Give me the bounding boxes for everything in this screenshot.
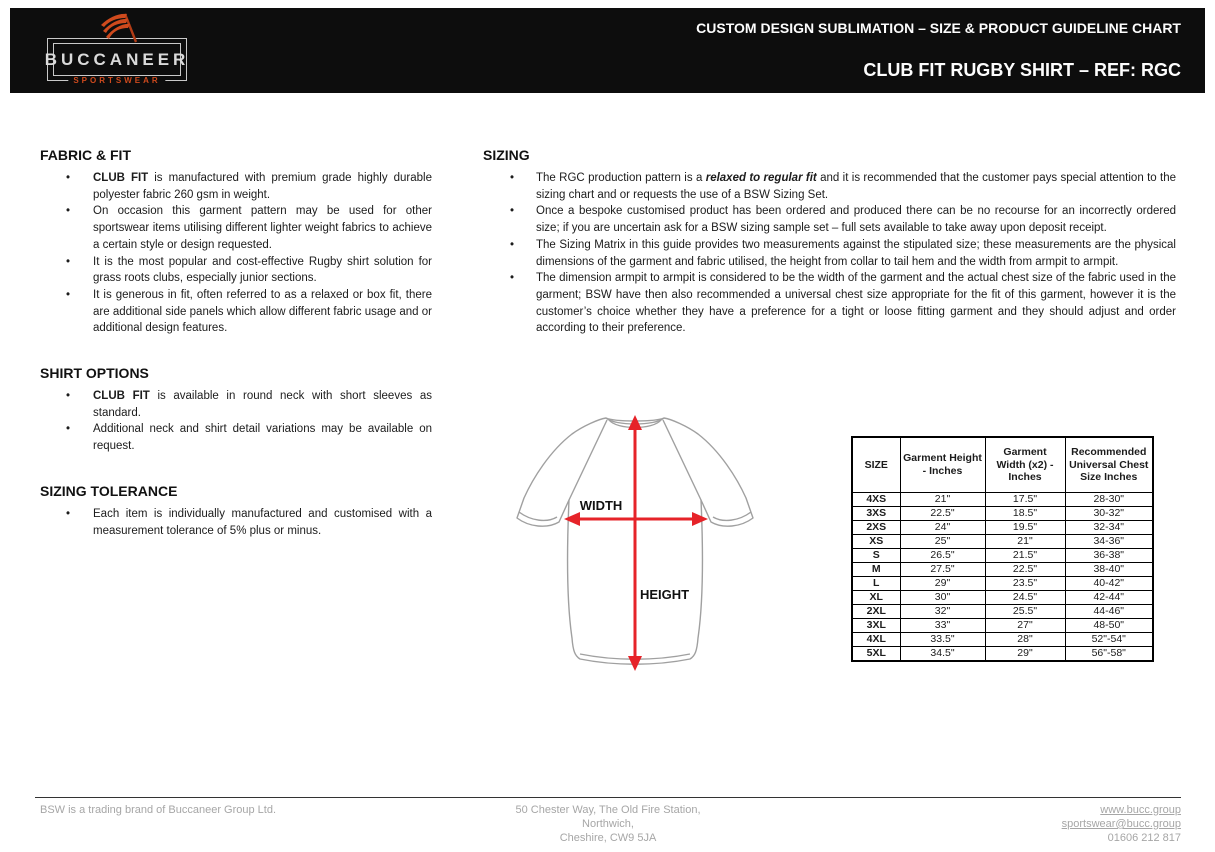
footer-brand-note: BSW is a trading brand of Buccaneer Group Ltd.	[40, 804, 277, 816]
table-cell: XS	[852, 534, 900, 548]
size-table-body	[852, 492, 1153, 661]
table-cell: 40-42"	[1065, 576, 1153, 590]
table-cell: 17.5"	[985, 492, 1065, 506]
table-cell: 32-34"	[1065, 520, 1153, 534]
table-cell: 25"	[900, 534, 985, 548]
table-cell: 24"	[900, 520, 985, 534]
table-cell: 24.5"	[985, 590, 1065, 604]
shirt-options-bullets	[40, 388, 432, 455]
table-row	[852, 520, 1153, 534]
section-heading-shirt-options: SHIRT OPTIONS	[40, 365, 149, 382]
website-link[interactable]: www.bucc.group	[1100, 804, 1182, 816]
col-header-size: SIZE	[852, 437, 900, 492]
table-row	[852, 618, 1153, 632]
footer-contact	[791, 803, 1181, 845]
table-cell: 21.5"	[985, 548, 1065, 562]
brand-name: BUCCANEER	[44, 49, 190, 69]
table-cell: 44-46"	[1065, 604, 1153, 618]
bullet-item: • Each item is individually manufactured and customised with a measurement tolerance of 5% plus or minus.	[40, 506, 432, 539]
table-cell: 30-32"	[1065, 506, 1153, 520]
table-cell: 48-50"	[1065, 618, 1153, 632]
table-cell: 26.5"	[900, 548, 985, 562]
shirt-outline-svg	[503, 405, 837, 694]
table-cell: 28-30"	[1065, 492, 1153, 506]
sizing-bullets	[483, 170, 1176, 337]
table-row	[852, 632, 1153, 646]
table-cell: 18.5"	[985, 506, 1065, 520]
bullet-item: • The RGC production pattern is a relaxed to regular fit and it is recommended that the customer pays special attention to the sizing chart and or requests the use of a BSW Sizing Set.	[483, 170, 1176, 203]
table-cell: 27"	[985, 618, 1065, 632]
section-heading-sizing-tolerance: SIZING TOLERANCE	[40, 482, 178, 499]
table-cell: 32"	[900, 604, 985, 618]
table-cell: 22.5"	[900, 506, 985, 520]
flag-icon	[94, 12, 140, 44]
table-cell: 4XL	[852, 632, 900, 646]
table-cell: 19.5"	[985, 520, 1065, 534]
left-column	[40, 147, 432, 539]
height-label: HEIGHT	[640, 587, 690, 602]
table-row	[852, 534, 1153, 548]
table-cell: 34.5"	[900, 646, 985, 661]
table-cell: 29"	[900, 576, 985, 590]
col-header-width: Garment Width (x2) - Inches	[985, 437, 1065, 492]
header-bar	[10, 8, 1205, 93]
table-cell: 36-38"	[1065, 548, 1153, 562]
doc-title: CUSTOM DESIGN SUBLIMATION – SIZE & PRODUCT GUIDELINE CHART	[696, 20, 1181, 36]
width-label: WIDTH	[579, 498, 623, 513]
col-header-height: Garment Height - Inches	[900, 437, 985, 492]
fabric-fit-bullets	[40, 170, 432, 337]
shirt-diagram	[503, 405, 837, 694]
table-row	[852, 590, 1153, 604]
right-column	[483, 147, 1176, 337]
table-row	[852, 562, 1153, 576]
table-cell: 28"	[985, 632, 1065, 646]
table-cell: 3XS	[852, 506, 900, 520]
table-cell: 52"-54"	[1065, 632, 1153, 646]
section-heading-sizing: SIZING	[483, 147, 530, 163]
table-cell: 42-44"	[1065, 590, 1153, 604]
sizing-tolerance-bullets	[40, 506, 432, 539]
email-link[interactable]: sportswear@bucc.group	[1061, 818, 1182, 830]
brand-logo	[44, 38, 190, 85]
section-heading-fabric-fit: FABRIC & FIT	[40, 147, 131, 163]
bullet-item: • Additional neck and shirt detail variations may be available on request.	[40, 421, 432, 454]
table-cell: 22.5"	[985, 562, 1065, 576]
bullet-item: • It is the most popular and cost-effective Rugby shirt solution for grass roots clubs, especially junior sections.	[40, 254, 432, 287]
table-cell: 23.5"	[985, 576, 1065, 590]
brand-subtitle: SPORTSWEAR	[68, 76, 165, 85]
bullet-item: • CLUB FIT is manufactured with premium grade highly durable polyester fabric 260 gsm in weight.	[40, 170, 432, 203]
bullet-item: • The dimension armpit to armpit is considered to be the width of the garment and the actual chest size of the fabric used in the garment; BSW have then also recommended a universal chest size appropriate for the fit of this garment, however it is the customer’s choice whether they have a preference for a tight or loose fitting garment and they should adjust and order according to their preference.	[483, 270, 1176, 337]
table-cell: 21"	[985, 534, 1065, 548]
table-row	[852, 576, 1153, 590]
table-cell: 33"	[900, 618, 985, 632]
table-cell: 2XL	[852, 604, 900, 618]
table-cell: 33.5"	[900, 632, 985, 646]
address-line: Northwich,	[582, 818, 634, 830]
address-line: Cheshire, CW9 5JA	[559, 832, 657, 844]
table-cell: 30"	[900, 590, 985, 604]
table-cell: 5XL	[852, 646, 900, 661]
footer-address	[425, 803, 792, 845]
size-table	[851, 436, 1154, 662]
bullet-item: • The Sizing Matrix in this guide provides two measurements against the stipulated size; these measurements are the physical dimensions of the garment and fabric utilised, the height from collar to tail hem and the width from armpit to armpit.	[483, 237, 1176, 270]
table-cell: 3XL	[852, 618, 900, 632]
bullet-item: • CLUB FIT is available in round neck with short sleeves as standard.	[40, 388, 432, 421]
footer	[35, 797, 1181, 845]
table-row	[852, 492, 1153, 506]
bullet-item: • Once a bespoke customised product has been ordered and produced there can be no recourse for an incorrectly ordered size; if you are uncertain ask for a BSW sizing sample set – full sets available to take away upon deposit receipt.	[483, 203, 1176, 236]
table-cell: 34-36"	[1065, 534, 1153, 548]
bullet-item: • It is generous in fit, often referred to as a relaxed or box fit, there are additional side panels which allow different fabric usage and or additional design features.	[40, 287, 432, 337]
table-row	[852, 604, 1153, 618]
table-cell: XL	[852, 590, 900, 604]
table-cell: 56"-58"	[1065, 646, 1153, 661]
phone-number: 01606 212 817	[1107, 832, 1182, 844]
table-cell: 27.5"	[900, 562, 985, 576]
table-cell: 29"	[985, 646, 1065, 661]
table-cell: 38-40"	[1065, 562, 1153, 576]
table-row	[852, 506, 1153, 520]
table-cell: M	[852, 562, 900, 576]
col-header-chest: Recommended Universal Chest Size Inches	[1065, 437, 1153, 492]
doc-subtitle: CLUB FIT RUGBY SHIRT – REF: RGC	[863, 60, 1181, 80]
size-table-header	[852, 437, 1153, 492]
table-cell: 21"	[900, 492, 985, 506]
address-line: 50 Chester Way, The Old Fire Station,	[515, 804, 701, 816]
table-cell: S	[852, 548, 900, 562]
table-cell: 25.5"	[985, 604, 1065, 618]
table-row	[852, 646, 1153, 661]
bullet-item: • On occasion this garment pattern may be used for other sportswear items utilising different lighter weight fabrics to achieve a certain style or design requested.	[40, 203, 432, 253]
table-cell: L	[852, 576, 900, 590]
table-row	[852, 548, 1153, 562]
table-cell: 4XS	[852, 492, 900, 506]
table-cell: 2XS	[852, 520, 900, 534]
